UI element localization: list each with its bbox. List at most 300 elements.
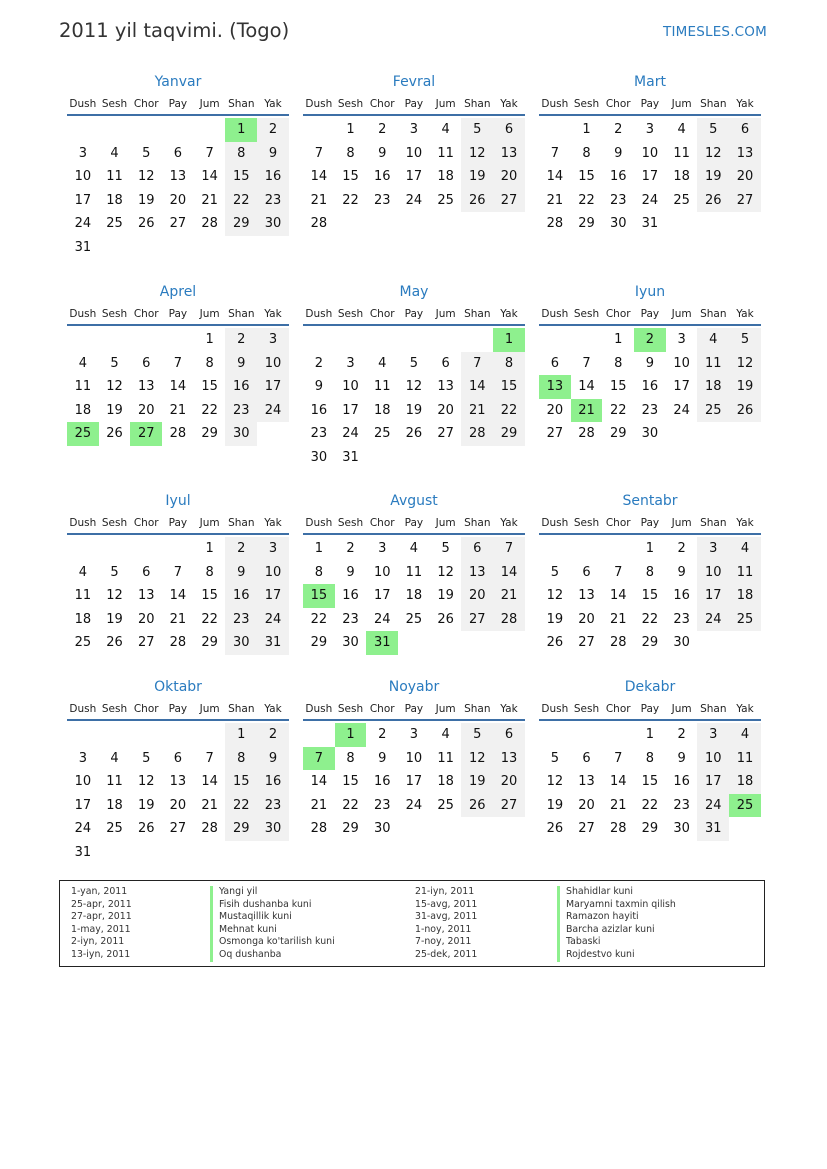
day-cell: 21 bbox=[310, 192, 328, 208]
day-cell: 25 bbox=[405, 611, 423, 627]
weekday-label: Dush bbox=[69, 98, 97, 110]
weekday-label: Jum bbox=[199, 517, 220, 529]
day-cell: 9 bbox=[346, 564, 355, 580]
day-cell: 29 bbox=[641, 821, 659, 837]
day-cell: 20 bbox=[578, 611, 595, 627]
day-cell: 16 bbox=[673, 588, 690, 604]
day-cell: 23 bbox=[257, 794, 289, 818]
day-cell: 5 bbox=[110, 355, 119, 371]
empty-cell bbox=[461, 817, 493, 841]
legend-dates-left bbox=[71, 886, 132, 962]
weekday-label: Yak bbox=[500, 703, 518, 715]
day-cell: 7 bbox=[493, 537, 525, 561]
day-cell: 15 bbox=[201, 379, 218, 395]
day-cell: 27 bbox=[437, 426, 454, 442]
day-cell: 5 bbox=[461, 118, 493, 142]
weekday-label: Shan bbox=[464, 517, 491, 529]
day-cell: 3 bbox=[78, 145, 87, 161]
empty-cell bbox=[571, 537, 603, 561]
day-grid bbox=[67, 723, 289, 865]
weekday-label: Shan bbox=[228, 517, 255, 529]
day-cell: 17 bbox=[342, 402, 359, 418]
weekday-label: Chor bbox=[369, 517, 395, 529]
day-cell: 19 bbox=[405, 402, 423, 418]
day-cell: 19 bbox=[546, 797, 564, 813]
weekday-label: Pay bbox=[404, 703, 424, 715]
weekday-label: Chor bbox=[605, 98, 631, 110]
day-cell: 10 bbox=[74, 774, 92, 790]
day-cell: 5 bbox=[142, 750, 151, 766]
legend-date: 13-iyn, 2011 bbox=[71, 948, 131, 960]
day-cell: 23 bbox=[257, 189, 289, 213]
day-cell: 18 bbox=[106, 797, 123, 813]
weekday-label: Shan bbox=[228, 703, 255, 715]
day-cell: 26 bbox=[137, 821, 155, 837]
day-cell: 4 bbox=[729, 537, 761, 561]
day-cell: 15 bbox=[609, 379, 627, 395]
weekday-label: Sesh bbox=[573, 703, 600, 715]
day-cell: 18 bbox=[729, 584, 761, 608]
empty-cell bbox=[130, 841, 162, 865]
empty-cell bbox=[67, 537, 99, 561]
day-cell: 22 bbox=[310, 611, 328, 627]
legend-holiday-name: Maryamni taxmin qilish bbox=[557, 899, 676, 912]
day-cell: 17 bbox=[697, 584, 729, 608]
day-cell: 16 bbox=[609, 169, 627, 185]
day-cell: 6 bbox=[142, 355, 151, 371]
empty-cell bbox=[225, 841, 257, 865]
day-cell: 10 bbox=[673, 355, 690, 371]
weekday-label: Yak bbox=[264, 703, 282, 715]
header-rule bbox=[539, 114, 761, 116]
day-cell: 16 bbox=[373, 169, 391, 185]
day-cell: 15 bbox=[641, 774, 659, 790]
day-cell: 17 bbox=[257, 375, 289, 399]
day-cell: 5 bbox=[550, 564, 559, 580]
weekday-label: Pay bbox=[640, 308, 660, 320]
day-cell: 6 bbox=[582, 564, 591, 580]
day-cell: 15 bbox=[578, 169, 595, 185]
empty-cell bbox=[162, 723, 194, 747]
day-cell: 21 bbox=[201, 192, 218, 208]
day-cell: 31 bbox=[697, 817, 729, 841]
day-cell: 26 bbox=[405, 426, 423, 442]
empty-cell bbox=[67, 328, 99, 352]
month-name: Iyun bbox=[634, 284, 666, 300]
day-cell: 13 bbox=[461, 561, 493, 585]
day-cell: 8 bbox=[493, 352, 525, 376]
day-cell: 20 bbox=[729, 165, 761, 189]
day-cell: 12 bbox=[437, 564, 454, 580]
day-cell: 26 bbox=[106, 635, 123, 651]
day-cell: 25 bbox=[106, 216, 123, 232]
day-cell: 22 bbox=[641, 797, 659, 813]
header-rule bbox=[539, 719, 761, 721]
day-cell: 26 bbox=[697, 189, 729, 213]
day-cell: 16 bbox=[673, 774, 690, 790]
day-cell: 16 bbox=[641, 379, 659, 395]
month-sentabr bbox=[539, 492, 761, 655]
day-cell: 14 bbox=[310, 774, 328, 790]
weekday-label: Yak bbox=[500, 308, 518, 320]
day-cell: 10 bbox=[405, 750, 423, 766]
legend-date: 25-dek, 2011 bbox=[415, 948, 478, 960]
day-cell: 2 bbox=[614, 122, 623, 137]
page-title: 2011 yil taqvimi. (Togo) bbox=[59, 19, 290, 42]
day-cell: 21 bbox=[609, 797, 627, 813]
day-cell: 25 bbox=[67, 422, 99, 446]
weekday-header bbox=[539, 699, 761, 719]
weekday-header bbox=[303, 513, 525, 533]
weekday-label: Shan bbox=[464, 98, 491, 110]
month-name: Sentabr bbox=[622, 493, 678, 509]
brand-link[interactable]: TIMESLES.COM bbox=[663, 24, 767, 40]
header-rule bbox=[303, 719, 525, 721]
month-name: Noyabr bbox=[388, 679, 440, 695]
day-cell: 5 bbox=[142, 145, 151, 161]
day-cell: 26 bbox=[137, 216, 155, 232]
day-cell: 21 bbox=[609, 611, 627, 627]
day-cell: 9 bbox=[378, 750, 387, 766]
empty-cell bbox=[130, 537, 162, 561]
day-cell: 31 bbox=[342, 449, 359, 465]
day-cell: 3 bbox=[409, 727, 419, 742]
day-cell: 23 bbox=[609, 192, 627, 208]
day-cell: 5 bbox=[729, 328, 761, 352]
month-name: Mart bbox=[634, 74, 666, 90]
day-cell: 11 bbox=[437, 750, 454, 766]
day-cell: 20 bbox=[546, 402, 564, 418]
day-cell: 8 bbox=[614, 355, 623, 371]
weekday-header bbox=[539, 304, 761, 324]
empty-cell bbox=[194, 236, 226, 260]
day-cell: 30 bbox=[257, 212, 289, 236]
weekday-header bbox=[303, 304, 525, 324]
day-cell: 23 bbox=[373, 797, 391, 813]
day-cell: 23 bbox=[673, 797, 690, 813]
day-grid bbox=[303, 537, 525, 655]
empty-cell bbox=[571, 328, 603, 352]
empty-cell bbox=[225, 236, 257, 260]
weekday-label: Jum bbox=[199, 308, 220, 320]
weekday-header bbox=[539, 94, 761, 114]
day-cell: 2 bbox=[225, 328, 257, 352]
day-cell: 8 bbox=[225, 142, 257, 166]
weekday-label: Sesh bbox=[101, 308, 128, 320]
day-cell: 3 bbox=[645, 122, 655, 137]
weekday-header bbox=[67, 304, 289, 324]
day-cell: 29 bbox=[201, 426, 218, 442]
day-cell: 24 bbox=[641, 192, 659, 208]
weekday-label: Jum bbox=[671, 98, 692, 110]
weekday-label: Jum bbox=[199, 703, 220, 715]
weekday-label: Dush bbox=[305, 703, 333, 715]
weekday-label: Dush bbox=[305, 517, 333, 529]
legend-date: 31-avg, 2011 bbox=[415, 911, 478, 923]
weekday-label: Chor bbox=[133, 703, 159, 715]
day-cell: 14 bbox=[578, 379, 595, 395]
empty-cell bbox=[697, 422, 729, 446]
day-cell: 17 bbox=[405, 774, 423, 790]
day-cell: 22 bbox=[578, 192, 595, 208]
month-aprel bbox=[67, 283, 289, 446]
day-cell: 12 bbox=[461, 747, 493, 771]
weekday-label: Chor bbox=[605, 703, 631, 715]
weekday-label: Pay bbox=[168, 703, 188, 715]
legend-holiday-name: Mustaqillik kuni bbox=[210, 911, 335, 924]
day-cell: 13 bbox=[169, 169, 187, 185]
day-cell: 30 bbox=[373, 821, 391, 837]
day-cell: 22 bbox=[342, 192, 359, 208]
empty-cell bbox=[493, 212, 525, 236]
day-cell: 28 bbox=[310, 821, 328, 837]
weekday-label: Sesh bbox=[101, 703, 128, 715]
header-rule bbox=[539, 533, 761, 535]
weekday-label: Yak bbox=[736, 98, 754, 110]
empty-cell bbox=[398, 328, 430, 352]
day-cell: 13 bbox=[493, 142, 525, 166]
header-rule bbox=[303, 533, 525, 535]
day-cell: 8 bbox=[205, 355, 214, 371]
day-cell: 3 bbox=[409, 122, 419, 137]
day-cell: 20 bbox=[137, 611, 155, 627]
legend-names-left bbox=[210, 886, 335, 962]
empty-cell bbox=[729, 422, 761, 446]
day-cell: 17 bbox=[257, 584, 289, 608]
day-cell: 2 bbox=[677, 541, 686, 556]
month-name: Yanvar bbox=[154, 74, 202, 90]
empty-cell bbox=[493, 631, 525, 655]
empty-cell bbox=[162, 118, 194, 142]
day-cell: 29 bbox=[225, 817, 257, 841]
weekday-label: Yak bbox=[264, 98, 282, 110]
day-cell: 3 bbox=[677, 332, 686, 347]
month-dekabr bbox=[539, 678, 761, 841]
day-cell: 28 bbox=[609, 635, 627, 651]
empty-cell bbox=[697, 212, 729, 236]
day-cell: 11 bbox=[405, 564, 423, 580]
weekday-label: Pay bbox=[404, 517, 424, 529]
day-grid bbox=[67, 537, 289, 655]
weekday-label: Sesh bbox=[337, 308, 364, 320]
day-cell: 15 bbox=[201, 588, 218, 604]
day-cell: 4 bbox=[78, 355, 87, 371]
day-cell: 6 bbox=[582, 750, 591, 766]
legend-names-right bbox=[557, 886, 676, 962]
day-cell: 17 bbox=[697, 770, 729, 794]
legend-date: 1-yan, 2011 bbox=[71, 886, 128, 897]
day-cell: 1 bbox=[493, 328, 525, 352]
day-cell: 23 bbox=[310, 426, 328, 442]
day-cell: 18 bbox=[673, 169, 690, 185]
day-grid bbox=[539, 118, 761, 236]
weekday-label: Dush bbox=[541, 98, 569, 110]
day-cell: 29 bbox=[493, 422, 525, 446]
weekday-label: Jum bbox=[435, 703, 456, 715]
header-rule bbox=[67, 719, 289, 721]
day-cell: 31 bbox=[74, 844, 92, 860]
day-cell: 4 bbox=[110, 750, 119, 766]
day-cell: 20 bbox=[437, 402, 454, 418]
weekday-label: Shan bbox=[228, 308, 255, 320]
day-cell: 28 bbox=[201, 216, 218, 232]
day-cell: 4 bbox=[697, 328, 729, 352]
day-cell: 4 bbox=[78, 564, 87, 580]
empty-cell bbox=[257, 841, 289, 865]
day-cell: 18 bbox=[697, 375, 729, 399]
weekday-label: Jum bbox=[435, 308, 456, 320]
day-cell: 30 bbox=[257, 817, 289, 841]
day-cell: 30 bbox=[641, 426, 659, 442]
day-cell: 3 bbox=[257, 328, 289, 352]
day-cell: 29 bbox=[310, 635, 328, 651]
weekday-label: Sesh bbox=[101, 98, 128, 110]
legend-date: 25-apr, 2011 bbox=[71, 898, 132, 910]
day-cell: 29 bbox=[609, 426, 627, 442]
legend-holiday-name: Oq dushanba bbox=[210, 949, 335, 962]
empty-cell bbox=[539, 118, 571, 142]
day-cell: 15 bbox=[641, 588, 659, 604]
day-cell: 9 bbox=[614, 145, 623, 161]
empty-cell bbox=[729, 212, 761, 236]
day-cell: 11 bbox=[106, 774, 123, 790]
day-cell: 15 bbox=[342, 169, 359, 185]
empty-cell bbox=[257, 236, 289, 260]
empty-cell bbox=[303, 328, 335, 352]
day-cell: 28 bbox=[609, 821, 627, 837]
weekday-label: Chor bbox=[369, 703, 395, 715]
day-cell: 22 bbox=[225, 189, 257, 213]
day-cell: 1 bbox=[582, 122, 591, 137]
day-cell: 9 bbox=[677, 750, 686, 766]
legend-dates-right bbox=[415, 886, 477, 962]
day-cell: 4 bbox=[441, 727, 450, 742]
day-cell: 25 bbox=[673, 192, 690, 208]
day-cell: 22 bbox=[342, 797, 359, 813]
empty-cell bbox=[194, 723, 226, 747]
weekday-header bbox=[67, 513, 289, 533]
empty-cell bbox=[430, 328, 462, 352]
legend-date: 1-may, 2011 bbox=[71, 923, 131, 935]
day-cell: 13 bbox=[493, 747, 525, 771]
weekday-label: Dush bbox=[305, 308, 333, 320]
day-cell: 25 bbox=[697, 399, 729, 423]
empty-cell bbox=[130, 723, 162, 747]
day-cell: 19 bbox=[461, 165, 493, 189]
day-cell: 7 bbox=[205, 750, 214, 766]
empty-cell bbox=[666, 212, 698, 236]
weekday-header bbox=[539, 513, 761, 533]
day-cell: 24 bbox=[405, 797, 423, 813]
day-cell: 6 bbox=[729, 118, 761, 142]
weekday-label: Shan bbox=[700, 308, 727, 320]
day-cell: 12 bbox=[137, 169, 155, 185]
weekday-label: Jum bbox=[671, 308, 692, 320]
empty-cell bbox=[99, 537, 131, 561]
empty-cell bbox=[335, 328, 367, 352]
day-cell: 11 bbox=[373, 379, 391, 395]
legend-holiday-name: Yangi yil bbox=[210, 886, 335, 899]
day-cell: 20 bbox=[169, 797, 187, 813]
weekday-header bbox=[303, 699, 525, 719]
day-cell: 16 bbox=[373, 774, 391, 790]
day-cell: 6 bbox=[493, 723, 525, 747]
day-cell: 17 bbox=[673, 379, 690, 395]
day-cell: 29 bbox=[578, 216, 595, 232]
day-cell: 23 bbox=[225, 608, 257, 632]
empty-cell bbox=[99, 118, 131, 142]
day-cell: 17 bbox=[74, 192, 92, 208]
empty-cell bbox=[162, 328, 194, 352]
day-cell: 11 bbox=[74, 588, 92, 604]
month-name: Dekabr bbox=[624, 679, 676, 695]
day-cell: 11 bbox=[74, 379, 92, 395]
day-cell: 7 bbox=[550, 145, 559, 161]
day-cell: 25 bbox=[437, 192, 454, 208]
day-cell: 9 bbox=[677, 564, 686, 580]
day-cell: 13 bbox=[137, 588, 155, 604]
weekday-label: Shan bbox=[700, 703, 727, 715]
day-cell: 14 bbox=[201, 774, 218, 790]
day-cell: 29 bbox=[641, 635, 659, 651]
empty-cell bbox=[162, 236, 194, 260]
weekday-label: Sesh bbox=[573, 308, 600, 320]
empty-cell bbox=[602, 723, 634, 747]
day-cell: 24 bbox=[257, 608, 289, 632]
empty-cell bbox=[303, 723, 335, 747]
day-cell: 14 bbox=[546, 169, 564, 185]
day-cell: 7 bbox=[173, 564, 183, 580]
day-cell: 13 bbox=[729, 142, 761, 166]
header-rule bbox=[67, 324, 289, 326]
day-cell: 8 bbox=[314, 564, 323, 580]
legend-date: 2-iyn, 2011 bbox=[71, 936, 125, 948]
day-cell: 23 bbox=[373, 192, 391, 208]
day-cell: 11 bbox=[729, 561, 761, 585]
day-cell: 13 bbox=[169, 774, 187, 790]
day-cell: 1 bbox=[645, 727, 655, 742]
day-cell: 24 bbox=[697, 608, 729, 632]
day-cell: 27 bbox=[578, 635, 595, 651]
day-cell: 30 bbox=[225, 422, 257, 446]
day-cell: 26 bbox=[106, 426, 123, 442]
day-cell: 27 bbox=[130, 422, 162, 446]
empty-cell bbox=[99, 841, 131, 865]
day-cell: 26 bbox=[461, 794, 493, 818]
day-cell: 10 bbox=[641, 145, 659, 161]
day-cell: 27 bbox=[493, 189, 525, 213]
day-cell: 12 bbox=[137, 774, 155, 790]
weekday-label: Jum bbox=[199, 98, 220, 110]
day-cell: 14 bbox=[493, 561, 525, 585]
day-cell: 25 bbox=[373, 426, 391, 442]
day-cell: 9 bbox=[257, 142, 289, 166]
day-cell: 4 bbox=[441, 122, 450, 137]
empty-cell bbox=[194, 841, 226, 865]
day-cell: 8 bbox=[582, 145, 591, 161]
day-cell: 2 bbox=[378, 122, 387, 137]
day-cell: 2 bbox=[257, 118, 289, 142]
day-cell: 11 bbox=[437, 145, 454, 161]
weekday-label: Dush bbox=[69, 703, 97, 715]
day-cell: 22 bbox=[641, 611, 659, 627]
header-rule bbox=[539, 324, 761, 326]
weekday-label: Chor bbox=[369, 98, 395, 110]
weekday-label: Yak bbox=[736, 517, 754, 529]
day-cell: 28 bbox=[546, 216, 564, 232]
day-cell: 16 bbox=[342, 588, 359, 604]
day-cell: 17 bbox=[74, 797, 92, 813]
